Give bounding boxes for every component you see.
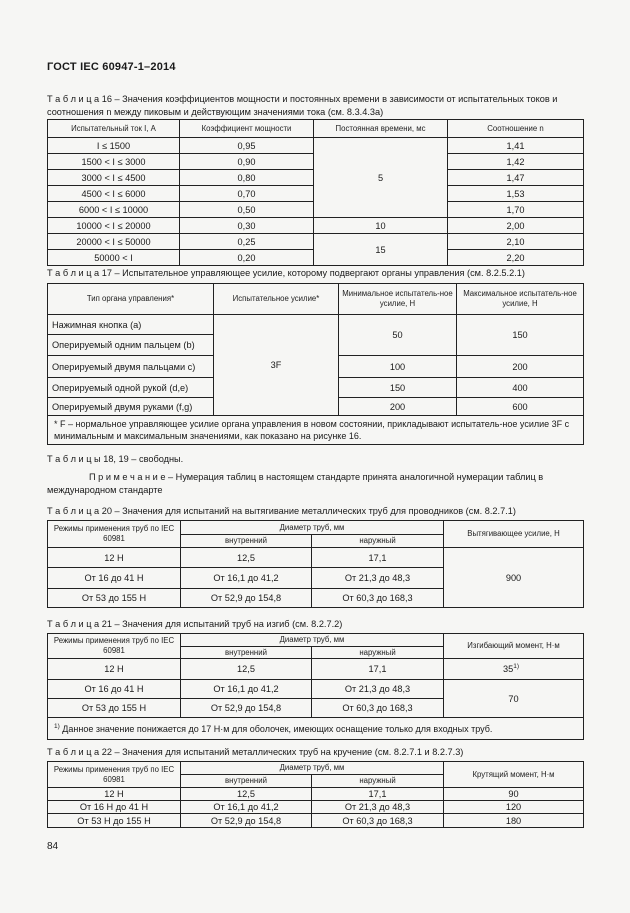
t16-pf: 0,90	[180, 154, 314, 170]
table-17-caption: Т а б л и ц а 17 – Испытательное управляющее усилие, которому подвергают органы управления (см. 8.2.5.2.1)	[47, 268, 525, 278]
t22-moment: 90	[444, 788, 584, 801]
table-20-label: Т а б л и ц а 20	[47, 506, 112, 516]
t16-pf: 0,50	[180, 202, 314, 218]
t20-header-diameter: Диаметр труб, мм	[181, 521, 444, 535]
t17-min: 50	[339, 315, 457, 356]
t16-tc: 10	[314, 218, 448, 234]
t17-max: 200	[457, 356, 584, 378]
table-20-caption: Т а б л и ц а 20 – Значения для испытаний на вытягивание металлических труб для проводников (см. 8.2.7.1)	[47, 506, 516, 516]
t22-mode: 12 Н	[48, 788, 181, 801]
t21-header-diameter: Диаметр труб, мм	[181, 634, 444, 647]
t20-outer: 17,1	[312, 548, 444, 568]
free-tables-text: Т а б л и ц ы 18, 19 – свободны.	[47, 454, 184, 464]
t16-current: 6000 < I ≤ 10000	[48, 202, 180, 218]
t17-min: 150	[339, 378, 457, 398]
t20-header-outer: наружный	[312, 535, 444, 548]
t17-header-type: Тип органа управления*	[48, 284, 214, 315]
t22-mode: От 53 Н до 155 Н	[48, 814, 181, 828]
t16-current: 3000 < I ≤ 4500	[48, 170, 180, 186]
t17-max: 400	[457, 378, 584, 398]
t17-max: 600	[457, 398, 584, 416]
t17-type: Оперируемый двумя пальцами с)	[48, 356, 214, 378]
table-16-caption: Т а б л и ц а 16 – Значения коэффициентов мощности и постоянных времени в зависимости от испытательных токов и соотношения n между пиковым и действующим значениями тока (см. 8.3.4.3а)	[47, 94, 558, 117]
t21-outer: 17,1	[312, 659, 444, 680]
t16-current: 1500 < I ≤ 3000	[48, 154, 180, 170]
t21-footnote: $^{1)}$ Данное значение понижается до 17 Н·м для оболочек, имеющих оснащение только для входных труб.	[48, 718, 584, 740]
t20-force: 900	[444, 548, 584, 608]
t20-mode: От 53 до 155 Н	[48, 589, 181, 608]
t17-footnote: * F – нормальное управляющее усилие органа управления в новом состоянии, прикладывают испытатель-ное усилие 3F с минимальным и максимальным значениями, как показано на рисунке 16.	[48, 416, 584, 445]
t20-outer: От 60,3 до 168,3	[312, 589, 444, 608]
t16-header-pf: Коэффициент мощности	[180, 120, 314, 138]
table-17-label: Т а б л и ц а 17	[47, 268, 112, 278]
t16-current: I ≤ 1500	[48, 138, 180, 154]
t16-ratio: 1,47	[448, 170, 584, 186]
t16-current: 4500 < I ≤ 6000	[48, 186, 180, 202]
t21-mode: От 53 до 155 Н	[48, 699, 181, 718]
t22-header-mode: Режимы применения труб по IEC 60981	[48, 762, 181, 788]
t20-inner: От 52,9 до 154,8	[181, 589, 312, 608]
t17-type: Оперируемый двумя руками (f,g)	[48, 398, 214, 416]
t21-header-inner: внутренний	[181, 647, 312, 659]
t16-current: 50000 < I	[48, 250, 180, 266]
table-21-label: Т а б л и ц а 21	[47, 619, 112, 629]
t22-header-inner: внутренний	[181, 775, 312, 788]
t17-type: Оперируемый одной рукой (d,e)	[48, 378, 214, 398]
t16-pf: 0,25	[180, 234, 314, 250]
document-header: ГОСТ IEC 60947-1–2014	[47, 61, 176, 73]
t17-type: Нажимная кнопка (а)	[48, 315, 214, 335]
page-number: 84	[47, 841, 59, 852]
t16-tc: 15	[314, 234, 448, 266]
t17-max: 150	[457, 315, 584, 356]
t17-min: 200	[339, 398, 457, 416]
table-16-label: Т а б л и ц а 16	[47, 94, 112, 104]
t21-outer: От 60,3 до 168,3	[312, 699, 444, 718]
t22-outer: От 21,3 до 48,3	[312, 801, 444, 814]
t21-inner: От 52,9 до 154,8	[181, 699, 312, 718]
t20-mode: 12 Н	[48, 548, 181, 568]
t16-tc: 5	[314, 138, 448, 218]
t16-current: 10000 < I ≤ 20000	[48, 218, 180, 234]
t22-header-outer: наружный	[312, 775, 444, 788]
t16-pf: 0,30	[180, 218, 314, 234]
t21-outer: От 21,3 до 48,3	[312, 680, 444, 699]
t16-header-current: Испытательный ток I, А	[48, 120, 180, 138]
table-17	[47, 283, 584, 445]
t21-mode: От 16 до 41 Н	[48, 680, 181, 699]
table-21	[47, 633, 584, 740]
table-20	[47, 520, 584, 608]
t17-header-max: Максимальное испытатель-ное усилие, Н	[457, 284, 584, 315]
table-22	[47, 761, 584, 828]
t22-outer: От 60,3 до 168,3	[312, 814, 444, 828]
t22-outer: 17,1	[312, 788, 444, 801]
table-21-caption: Т а б л и ц а 21 – Значения для испытаний труб на изгиб (см. 8.2.7.2)	[47, 619, 343, 629]
t16-ratio: 2,10	[448, 234, 584, 250]
t16-ratio: 1,70	[448, 202, 584, 218]
t16-pf: 0,20	[180, 250, 314, 266]
t16-ratio: 1,42	[448, 154, 584, 170]
t21-header-outer: наружный	[312, 647, 444, 659]
t21-header-moment: Изгибающий момент, Н·м	[444, 634, 584, 659]
t16-current: 20000 < I ≤ 50000	[48, 234, 180, 250]
t16-ratio: 1,53	[448, 186, 584, 202]
t22-mode: От 16 Н до 41 Н	[48, 801, 181, 814]
t16-ratio: 1,41	[448, 138, 584, 154]
t16-pf: 0,80	[180, 170, 314, 186]
t20-mode: От 16 до 41 Н	[48, 568, 181, 589]
t21-moment: 35$^{1)}$	[444, 659, 584, 680]
table-16	[47, 119, 584, 266]
t16-pf: 0,95	[180, 138, 314, 154]
t17-header-min: Минимальное испытатель-ное усилие, Н	[339, 284, 457, 315]
t17-type: Оперируемый одним пальцем (b)	[48, 335, 214, 356]
t21-mode: 12 Н	[48, 659, 181, 680]
t21-moment: 70	[444, 680, 584, 718]
t21-inner: 12,5	[181, 659, 312, 680]
t20-inner: 12,5	[181, 548, 312, 568]
t17-force: 3F	[214, 315, 339, 416]
t16-ratio: 2,20	[448, 250, 584, 266]
t16-ratio: 2,00	[448, 218, 584, 234]
t17-header-force: Испытательное усилие*	[214, 284, 339, 315]
t22-inner: 12,5	[181, 788, 312, 801]
t22-header-diameter: Диаметр труб, мм	[181, 762, 444, 775]
t16-pf: 0,70	[180, 186, 314, 202]
t21-inner: От 16,1 до 41,2	[181, 680, 312, 699]
t22-header-moment: Крутящий момент, Н·м	[444, 762, 584, 788]
t17-min: 100	[339, 356, 457, 378]
t20-outer: От 21,3 до 48,3	[312, 568, 444, 589]
t20-inner: От 16,1 до 41,2	[181, 568, 312, 589]
t20-header-mode: Режимы применения труб по IEC 60981	[48, 521, 181, 548]
note-label: П р и м е ч а н и е	[89, 472, 166, 482]
t22-moment: 180	[444, 814, 584, 828]
t22-moment: 120	[444, 801, 584, 814]
t16-header-tc: Постоянная времени, мс	[314, 120, 448, 138]
table-22-caption: Т а б л и ц а 22 – Значения для испытаний металлических труб на кручение (см. 8.2.7.1 и 8.2.7.3)	[47, 747, 464, 757]
t22-inner: От 52,9 до 154,8	[181, 814, 312, 828]
t21-header-mode: Режимы применения труб по IEC 60981	[48, 634, 181, 659]
t20-header-inner: внутренний	[181, 535, 312, 548]
t16-header-ratio: Соотношение n	[448, 120, 584, 138]
t20-header-force: Вытягивающее усилие, Н	[444, 521, 584, 548]
t22-inner: От 16,1 до 41,2	[181, 801, 312, 814]
table-22-label: Т а б л и ц а 22	[47, 747, 112, 757]
note-text: П р и м е ч а н и е – Нумерация таблиц в настоящем стандарте принята аналогичной нумерации таблиц в международном стандарте	[47, 472, 544, 495]
